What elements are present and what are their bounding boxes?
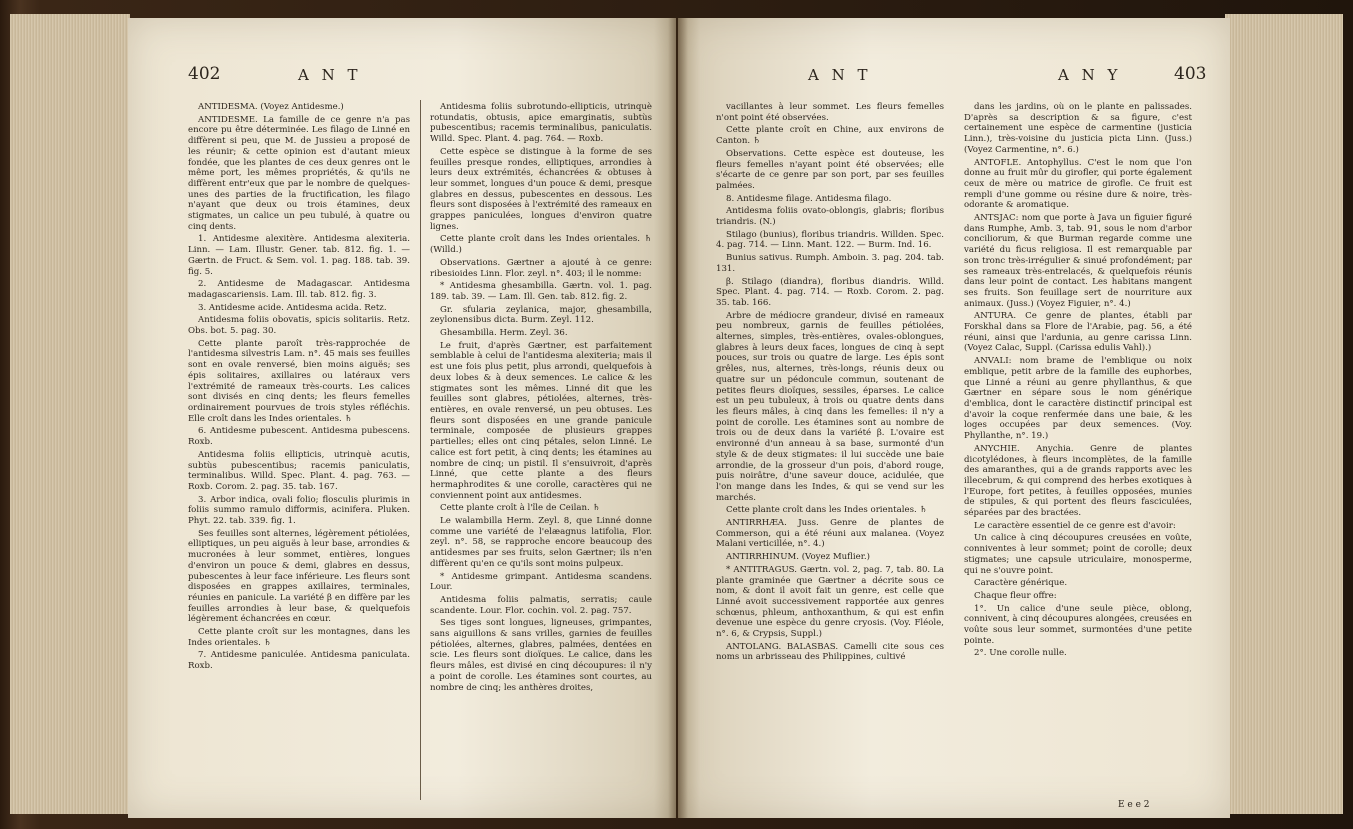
paragraph: ANTSJAC: nom que porte à Java un figuier figuré dans Rumphe, Amb. 3, tab. 91, sous le nom d'arbor conciliorum, & que Burman regarde comme une variété du ficus religiosa. Il est remarquable par son tronc très-irrégulier & sinué profondément; par ses rameaux très-entrelacés, & quelquefois réunis dans leur point de contact. Les habitans mangent ses fruits. Son feuillage sert de nourriture aux animaux. (Juss.) (Voyez Figuier, n°. 4.) [964,213,1192,309]
paragraph: ANTOFLE. Antophyllus. C'est le nom que l'on donne au fruit mûr du girofler, qui porte également ceux de mère ou matrice de girofle. Ce fruit est rempli d'une gomme ou résine dure & noire, très-odorante & aromatique. [964,157,1192,211]
paragraph: Le walambilla Herm. Zeyl. 8, que Linné donne comme une variété de l'elæagnus latifolia, Flor. zeyl. n°. 58, se rapproche encore beaucoup des antidesmes par ses fruits, selon Gærtner; ils n'en diffèrent qu'en ce qu'ils sont moins pulpeux. [430,516,652,569]
paragraph: Cette plante croît dans les Indes orientales. ♄ (Willd.) [430,234,652,256]
paragraph: Antidesma foliis ovato-oblongis, glabris; floribus triandris. (N.) [716,206,944,228]
right-page-edges [1225,14,1343,814]
paragraph: 3. Arbor indica, ovali folio; flosculis plurimis in foliis summo ramulo difformis, acinifera. Pluken. Phyt. 22. tab. 339. fig. 1. [188,494,410,527]
paragraph: Arbre de médiocre grandeur, divisé en rameaux peu nombreux, garnis de feuilles pétiolées, alternes, simples, très-entières, ovales-oblongues, glabres à leurs deux faces, longues de cinq à sept pouces, sur trois ou quatre de large. Les épis sont grêles, nus, alternes, très-longs, réunis deux ou quatre sur un pédoncule commun, soutenant de petites fleurs dioïques, sessiles, éparses. Le calice est un peu tubuleux, à trois ou quatre dents dans les fleurs mâles, à cinq dans les femelles: il n'y a point de corolle. Les étamines sont au nombre de trois ou de deux dans la variété β. L'ovaire est environné d'un anneau à sa base, surmonté d'un style & de deux stigmates: il lui succède une baie arrondie, de la grosseur d'un pois, d'abord rouge, puis noirâtre, d'une saveur douce, acidulée, que l'on mange dans les Indes, & qui se vend sur les marchés. [716,310,944,503]
paragraph: Antidesma foliis obovatis, spicis solitariis. Retz. Obs. bot. 5. pag. 30. [188,315,410,337]
paragraph: Cette espèce se distingue à la forme de ses feuilles presque rondes, elliptiques, arrondies à leurs deux extrémités, échancrées & obtuses à leur sommet, longues d'un pouce & demi, presque glabres en dessus, pubescentes en dessous. Les fleurs sont disposées à l'extrémité des rameaux en grappes paniculées, longues d'environ quatre lignes. [430,146,652,232]
paragraph: ANTIRRHINUM. (Voyez Muflier.) [726,552,870,563]
paragraph: ANYCHIE. Anychia. Genre de plantes dicotylédones, à fleurs incomplètes, de la famille des amaranthes, qui a de grands rapports avec les illecebrum, & qui comprend des herbes exotiques à l'Europe, fort petites, à feuilles opposées, munies de stipules, & qui portent des fleurs fasciculées, séparées par des bractées. [964,443,1192,519]
paragraph: Ses feuilles sont alternes, légèrement pétiolées, elliptiques, un peu aiguës à leur base, arrondies & mucronées à leur sommet, entières, longues d'environ un pouce & demi, glabres en dessus, pubescentes à leur face inférieure. Les fleurs sont disposées en grappes axillaires, terminales, réunies en panicule. La variété β en diffère par les feuilles arrondies à leur base, & quelquefois légèrement échancrées en cœur. [188,528,410,625]
text-column-2 [430,102,652,812]
paragraph: * Antidesma ghesambilla. Gærtn. vol. 1. pag. 189. tab. 39. — Lam. Ill. Gen. tab. 812. fig. 2. [430,281,652,302]
paragraph: 1°. Un calice d'une seule pièce, oblong, connivent, à cinq découpures alongées, creusées en voûte sous leur sommet, surmontées d'une petite pointe. [964,603,1192,646]
paragraph: dans les jardins, où on le plante en palissades. D'après sa description & sa figure, c'est certainement une espèce de carmentine (justicia Linn.), très-voisine du justicia picta Linn. (Juss.) (Voyez Carmentine, n°. 6.) [964,102,1192,155]
running-head-left: A N T [298,66,362,84]
paragraph: 2. Antidesme de Madagascar. Antidesma madagascariensis. Lam. Ill. tab. 812. fig. 3. [188,279,410,300]
paragraph: Le caractère essentiel de ce genre est d'avoir: [974,520,1176,531]
paragraph: Gr. sfularia zeylanica, major, ghesambilla, zeylonensibus dicta. Burm. Zeyl. 112. [430,304,652,326]
paragraph: 8. Antidesme filage. Antidesma filago. [726,193,892,204]
paragraph: β. Stilago (diandra), floribus diandris. Willd. Spec. Plant. 4. pag. 714. — Roxb. Corom. 2. pag. 35. tab. 166. [716,276,944,308]
paragraph: Observations. Cette espèce est douteuse, les fleurs femelles n'ayant point été observées; elle s'écarte de ce genre par son port, par ses feuilles palmées. [716,148,944,191]
column-rule [420,100,421,800]
paragraph: Stilago (bunius), floribus triandris. Willden. Spec. 4. pag. 714. — Linn. Mant. 122. — Burm. Ind. 16. [716,229,944,251]
text-column-1 [188,102,410,812]
paragraph: Cette plante croît dans les Indes orientales. ♄ [726,505,928,516]
paragraph: Chaque fleur offre: [974,590,1057,601]
left-page [128,18,676,818]
paragraph: Ghesambilla. Herm. Zeyl. 36. [440,328,568,339]
left-page-edges [10,14,130,814]
paragraph: 6. Antidesme pubescent. Antidesma pubescens. Roxb. [188,426,410,448]
right-page [678,18,1230,818]
text-column-4 [964,102,1192,812]
paragraph: Antidesma foliis ellipticis, utrinquè acutis, subtùs pubescentibus; racemis paniculatis, terminalibus. Willd. Spec. Plant. 4. pag. 763. — Roxb. Corom. 2. pag. 35. tab. 167. [188,449,410,492]
paragraph: Le fruit, d'après Gærtner, est parfaitement semblable à celui de l'antidesma alexiteria; mais il est une fois plus petit, plus arrondi, quelquefois à deux lobes & à deux semences. Le calice & les stigmates sont les mêmes. Linné dit que les feuilles sont glabres, pétiolées, alternes, très-entières, en ovale renversé, un peu obtuses. Les fleurs sont disposées en une grande panicule terminale, composée de plusieurs grappes partielles; elles ont cinq pétales, selon Linné. Le calice est fort petit, à cinq dents; les étamines au nombre de cinq; un pistil. Il s'ensuivroit, d'après Linné, que cette plante a des fleurs hermaphrodites & une corolle, caractères qui ne conviennent point aux antidesmes. [430,340,652,501]
paragraph: 3. Antidesme acide. Antidesma acida. Retz. [198,302,387,313]
text-column-3 [716,102,944,812]
paragraph: * Antidesme grimpant. Antidesma scandens. Lour. [430,571,652,593]
paragraph: 7. Antidesme paniculée. Antidesma paniculata. Roxb. [188,650,410,672]
paragraph: ANTURA. Ce genre de plantes, établi par Forskhal dans sa Flore de l'Arabie, pag. 56, a été réuni, ainsi que l'ardunia, au genre carissa Linn. (Voyez Calac, Suppl. (Carissa edulis Vahl).) [964,311,1192,354]
paragraph: Bunius sativus. Rumph. Amboin. 3. pag. 204. tab. 131. [716,253,944,274]
paragraph: Cette plante croît en Chine, aux environs de Canton. ♄ [716,125,944,147]
paragraph: vacillantes à leur sommet. Les fleurs femelles n'ont point été observées. [716,102,944,123]
paragraph: ANTIDESMA. (Voyez Antidesme.) [198,102,344,112]
signature-mark: E e e 2 [1118,800,1150,810]
page-number-right: 403 [1174,64,1207,84]
paragraph: Cette plante croît sur les montagnes, dans les Indes orientales. ♄ [188,627,410,648]
page-number-left: 402 [188,64,221,84]
running-head-right-1: A N T [808,66,872,84]
paragraph: ANTIDESME. La famille de ce genre n'a pas encore pu être déterminée. Les filago de Linné en diffèrent si peu, que M. de Jussieu a proposé de les réunir; & cette opinion est d'autant mieux fondée, que les plantes de ces deux genres ont le même port, les mêmes propriétés, & qu'ils ne diffèrent entr'eux que par le nombre de quelques-unes des parties de la fructification, les filago n'ayant que deux ou trois étamines, deux stigmates, un calice un peu tubulé, à quatre ou cinq dents. [188,114,410,232]
paragraph: ANVALI: nom brame de l'emblique ou noix emblique, petit arbre de la famille des euphorbes, que Linné a réuni au genre phyllanthus, & que Gærtner en sépare sous le nom générique d'emblica, dont le caractère distinctif principal est d'avoir la coque renfermée dans une baie, & les loges occupées par deux semences. (Voy. Phyllanthe, n°. 19.) [964,356,1192,442]
paragraph: 1. Antidesme alexitère. Antidesma alexiteria. Linn. — Lam. Illustr. Gener. tab. 812. fig. 1. — Gærtn. de Fruct. & Sem. vol. 1. pag. 188. tab. 39. fig. 5. [188,234,410,277]
paragraph: Caractère générique. [974,578,1068,589]
paragraph: Ses tiges sont longues, ligneuses, grimpantes, sans aiguillons & sans vrilles, garnies de feuilles pétiolées, alternes, glabres, palmées, dentées en scie. Les fleurs sont dioïques. Le calice, dans les fleurs mâles, est divisé en cinq découpures: il n'y a point de corolle. Les étamines sont courtes, au nombre de cinq; les anthères droites, [430,618,652,693]
paragraph: * ANTITRAGUS. Gærtn. vol. 2, pag. 7, tab. 80. La plante graminée que Gærtner a décrite sous ce nom, & dont il avoit fait un genre, est celle que Linné avoit successivement rapportée aux genres schœnus, phleum, anthoxanthum, & qui est enfin devenue une espèce du genre cryosis. (Voy. Fléole, n°. 6, & Crypsis, Suppl.) [716,564,944,640]
paragraph: ANTOLANG. BALASBAS. Camelli cite sous ces noms un arbrisseau des Philippines, cultivé [716,641,944,663]
paragraph: 2°. Une corolle nulle. [974,648,1067,659]
paragraph: Antidesma foliis subrotundo-ellipticis, utrinquè rotundatis, obtusis, apice emarginatis, subtùs pubescentibus; racemis terminalibus, paniculatis. Willd. Spec. Plant. 4. pag. 764. — Roxb. [430,102,652,145]
paragraph: Cette plante paroît très-rapprochée de l'antidesma silvestris Lam. n°. 45 mais ses feuilles sont en ovale renversé, bien moins aiguës; ses épis solitaires, axillaires ou latéraux vers l'extrémité de rameaux très-courts. Les calices sont divisés en cinq dents; les fleurs femelles ordinairement pourvues de trois styles réfléchis. Elle croît dans les Indes orientales. ♄ [188,338,410,424]
paragraph: Observations. Gærtner a ajouté à ce genre: ribesioides Linn. Flor. zeyl. n°. 403; il le nomme: [430,257,652,279]
paragraph: Cette plante croît à l'île de Ceilan. ♄ [440,503,601,514]
paragraph: Antidesma foliis palmatis, serratis; caule scandente. Lour. Flor. cochin. vol. 2. pag. 757. [430,594,652,616]
running-head-right-2: A N Y [1058,66,1122,84]
paragraph: Un calice à cinq découpures creusées en voûte, conniventes à leur sommet; point de corolle; deux stigmates; une capsule utriculaire, monosperme, qui ne s'ouvre point. [964,533,1192,576]
book-gutter [668,18,688,818]
paragraph: ANTIRRHÆA. Juss. Genre de plantes de Commerson, qui a été réuni aux malanea. (Voyez Malani verticillée, n°. 4.) [716,518,944,550]
